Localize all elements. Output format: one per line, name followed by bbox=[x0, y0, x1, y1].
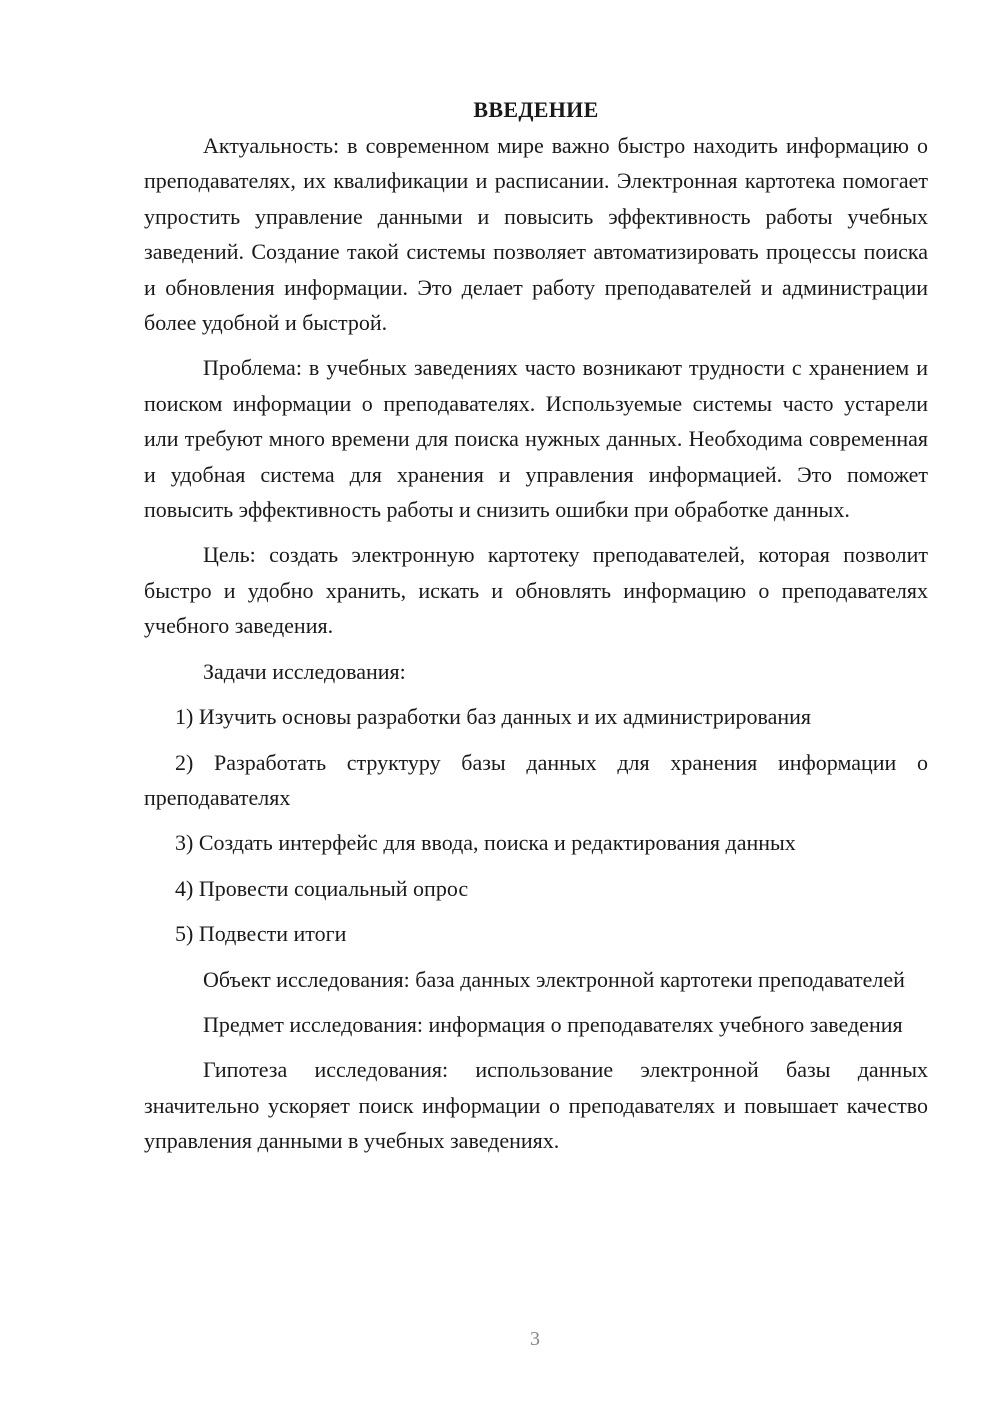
task-item-4: 4) Провести социальный опрос bbox=[175, 875, 469, 901]
hypothesis-paragraph: Гипотеза исследования: использование электронной базы данных значительно ускоряет поиск информации о преподавателях и повышает качество управления данными в учебных заведениях. bbox=[144, 1057, 928, 1154]
task-item-2: 2) Разработать структуру базы данных для хранения информации о преподавателях bbox=[144, 749, 928, 810]
task-item-5: 5) Подвести итоги bbox=[175, 921, 347, 947]
relevance-paragraph: Актуальность: в современном мире важно быстро находить информацию о преподавателях, их квалификации и расписании. Электронная картотека помогает упростить управление данными и повысить эффективность работы учебных заведений. Создание такой системы позволяет автоматизировать процессы поиска и обновления информации. Это делает работу преподавателей и администрации более удобной и быстрой. bbox=[144, 133, 928, 336]
goal-paragraph: Цель: создать электронную картотеку преподавателей, которая позволит быстро и удобно хранить, искать и обновлять информацию о преподавателях учебного заведения. bbox=[144, 542, 928, 639]
section-heading: ВВЕДЕНИЕ bbox=[473, 97, 599, 122]
task-item-3: 3) Создать интерфейс для ввода, поиска и редактирования данных bbox=[175, 830, 796, 856]
document-page bbox=[144, 92, 928, 1169]
problem-paragraph: Проблема: в учебных заведениях часто возникают трудности с хранением и поиском информации о преподавателях. Используемые системы часто устарели или требуют много времени для поиска нужных данных. Необходима современная и удобная система для хранения и управления информацией. Это поможет повысить эффективность работы и снизить ошибки при обработке данных. bbox=[144, 355, 928, 523]
tasks-heading: Задачи исследования: bbox=[203, 658, 406, 684]
subject-paragraph: Предмет исследования: информация о преподавателях учебного заведения bbox=[203, 1011, 903, 1037]
task-item-1: 1) Изучить основы разработки баз данных и их администрирования bbox=[175, 704, 812, 730]
page-number: 3 bbox=[530, 1328, 540, 1350]
object-paragraph: Объект исследования: база данных электронной картотеки преподавателей bbox=[203, 966, 905, 992]
